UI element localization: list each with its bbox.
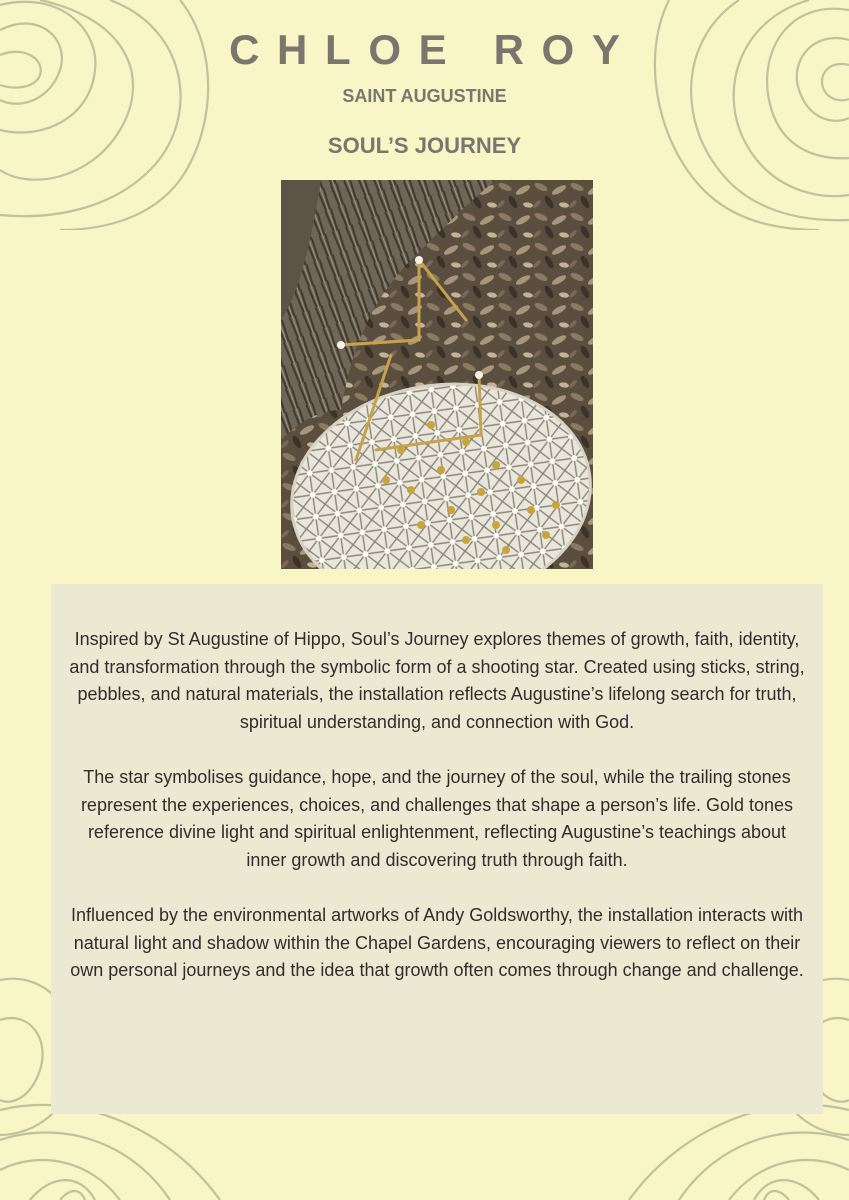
- school-name: SAINT AUGUSTINE: [342, 86, 507, 106]
- description-panel: [51, 584, 823, 1114]
- artwork-title: SOUL’S JOURNEY: [327, 133, 522, 158]
- artwork-photo: [281, 180, 593, 569]
- artist-name: CHLOE ROY: [229, 26, 638, 73]
- description-paragraph-3: Influenced by the environmental artworks of Andy Goldsworthy, the installation interacts with natural light and shadow within the Chapel Gardens, encouraging viewers to reflect on their own personal journeys and the idea that growth often comes through change and challenge.: [70, 905, 804, 980]
- description-paragraph-2: The star symbolises guidance, hope, and the journey of the soul, while the trailing stones represent the experiences, choices, and challenges that shape a person’s life. Gold tones reference divine light and spiritual enlightenment, reflecting Augustine’s teachings about inner growth and discovering truth through faith.: [80, 767, 794, 870]
- artwork-photo-icon: [281, 180, 593, 569]
- description-paragraph-1: Inspired by St Augustine of Hippo, Soul’s Journey explores themes of growth, faith, identity, and transformation through the symbolic form of a shooting star. Created using sticks, string, pebbles, and natural materials, the installation reflects Augustine’s lifelong search for truth, spiritual understanding, and connection with God.: [69, 629, 805, 732]
